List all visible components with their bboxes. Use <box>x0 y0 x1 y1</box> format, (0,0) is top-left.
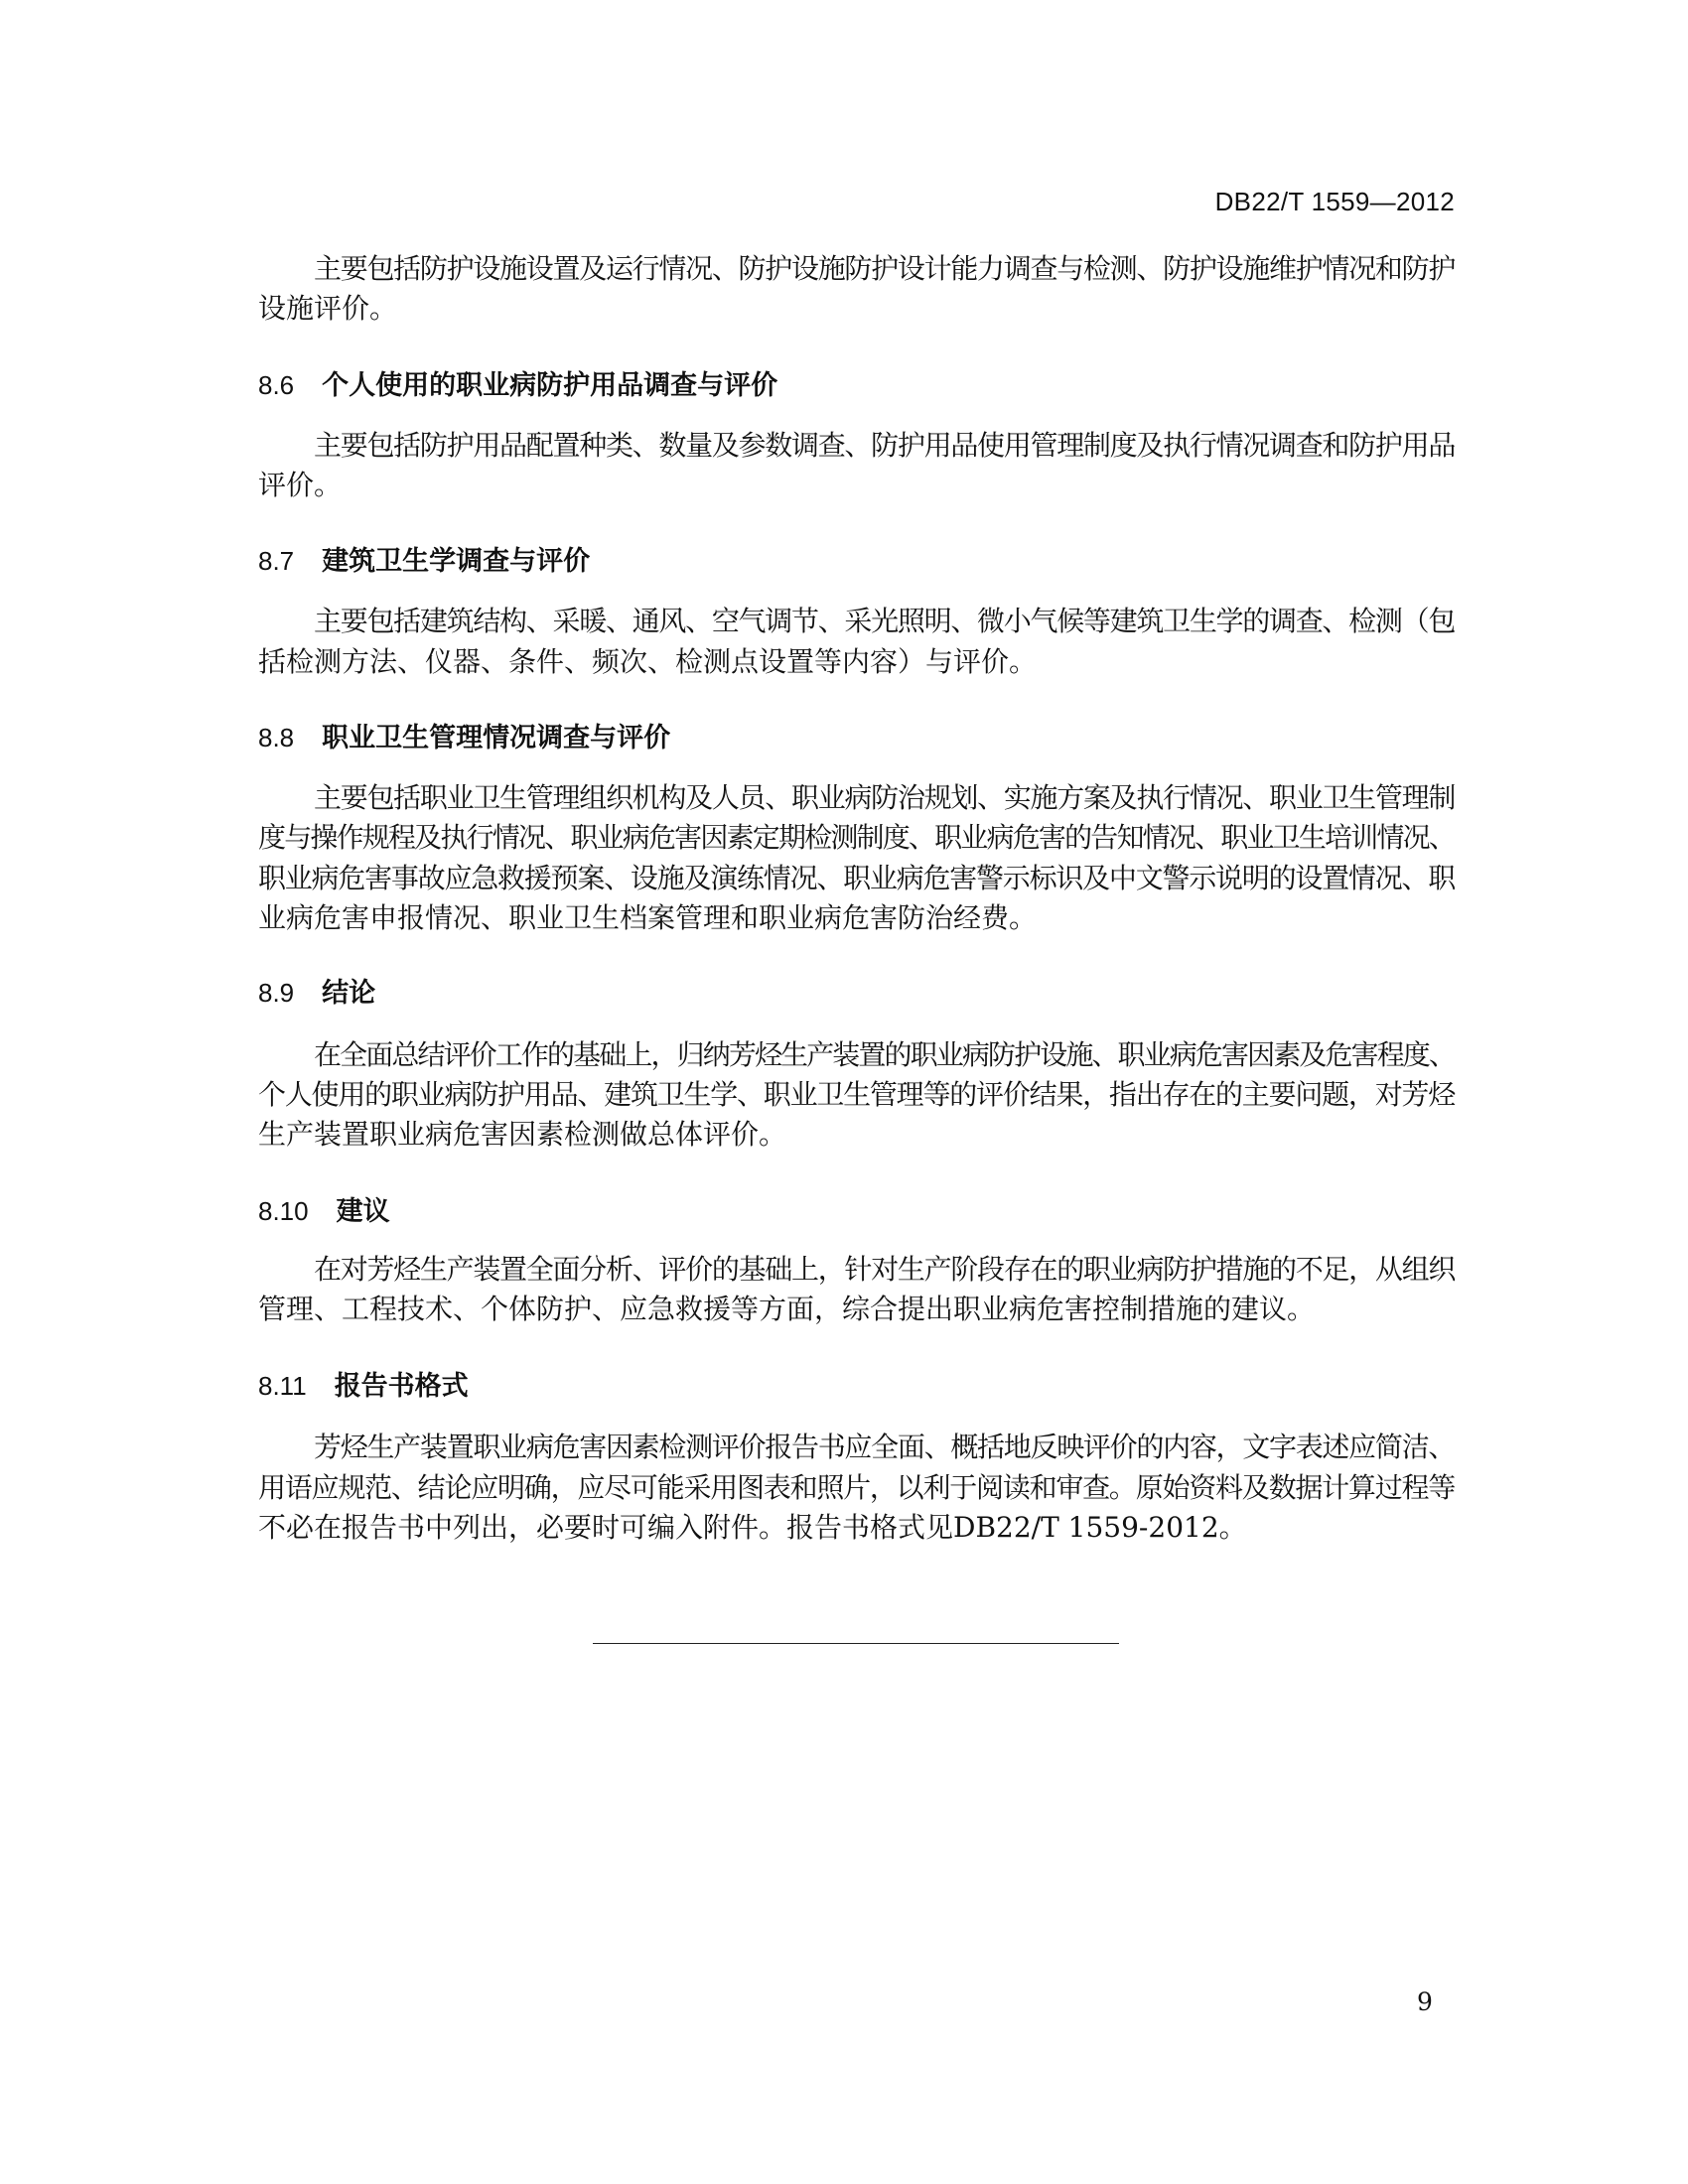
paragraph-line: 评价。 <box>258 468 343 501</box>
section-heading <box>258 541 1455 581</box>
section-title: 结论 <box>322 978 376 1009</box>
end-of-document-rule <box>593 1643 1119 1644</box>
section-title: 个人使用的职业病防护用品调查与评价 <box>322 369 778 401</box>
section-heading <box>258 1191 1455 1231</box>
section-number: 8.11 <box>258 1370 307 1401</box>
paragraph-line: 主要包括防护用品配置种类、数量及参数调查、防护用品使用管理制度及执行情况调查和防护用品 <box>314 428 1455 462</box>
standard-code-header: DB22/T 1559—2012 <box>1214 187 1455 216</box>
section-title: 建议 <box>336 1195 390 1227</box>
paragraph-line: 设施评价。 <box>258 292 398 326</box>
page-number: 9 <box>1417 1987 1433 2016</box>
section-number: 8.8 <box>258 723 295 752</box>
section-heading <box>258 973 1455 1013</box>
paragraph <box>258 426 1455 506</box>
section-number: 8.6 <box>258 369 295 400</box>
paragraph <box>258 1250 1455 1330</box>
section-number: 8.7 <box>258 546 295 577</box>
paragraph <box>258 1035 1455 1156</box>
section-title: 报告书格式 <box>334 1370 469 1402</box>
section-heading <box>258 1366 1455 1406</box>
paragraph-line: 用语应规范、结论应明确，应尽可能采用图表和照片，以利于阅读和审查。原始资料及数据计算过程等 <box>258 1470 1455 1504</box>
section-heading <box>258 365 1455 405</box>
paragraph-line: 管理、工程技术、个体防护、应急救援等方面，综合提出职业病危害控制措施的建议。 <box>258 1293 1316 1326</box>
section-title: 职业卫生管理情况调查与评价 <box>322 723 671 753</box>
paragraph-line: 主要包括职业卫生管理组织机构及人员、职业病防治规划、实施方案及执行情况、职业卫生管理制 <box>314 781 1455 815</box>
paragraph <box>258 778 1455 938</box>
paragraph-line: 职业病危害事故应急救援预案、设施及演练情况、职业病危害警示标识及中文警示说明的设置情况、职 <box>258 861 1455 894</box>
paragraph-line: 在对芳烃生产装置全面分析、评价的基础上，针对生产阶段存在的职业病防护措施的不足，从组织 <box>314 1253 1455 1287</box>
paragraph-line: 主要包括防护设施设置及运行情况、防护设施防护设计能力调查与检测、防护设施维护情况和防护 <box>314 252 1455 285</box>
paragraph-line: 度与操作规程及执行情况、职业病危害因素定期检测制度、职业病危害的告知情况、职业卫生培训情况、 <box>258 821 1455 855</box>
section-title: 建筑卫生学调查与评价 <box>322 546 591 578</box>
paragraph-line: 芳烃生产装置职业病危害因素检测评价报告书应全面、概括地反映评价的内容，文字表述应简洁、 <box>314 1431 1455 1464</box>
paragraph-line: 括检测方法、仪器、条件、频次、检测点设置等内容）与评价。 <box>258 644 1038 678</box>
paragraph <box>258 249 1455 330</box>
paragraph-line: 生产装置职业病危害因素检测做总体评价。 <box>258 1118 787 1152</box>
paragraph <box>258 1428 1455 1548</box>
section-number: 8.9 <box>258 978 295 1008</box>
section-heading <box>258 718 1455 757</box>
paragraph-line: 主要包括建筑结构、采暖、通风、空气调节、采光照明、微小气候等建筑卫生学的调查、检测（包 <box>314 605 1455 638</box>
paragraph-line: 业病危害申报情况、职业卫生档案管理和职业病危害防治经费。 <box>258 901 1038 935</box>
section-number: 8.10 <box>258 1195 309 1226</box>
paragraph <box>258 602 1455 682</box>
paragraph-line: 个人使用的职业病防护用品、建筑卫生学、职业卫生管理等的评价结果，指出存在的主要问题，对芳烃 <box>258 1077 1455 1111</box>
paragraph-line: 不必在报告书中列出，必要时可编入附件。报告书格式见DB22/T 1559-2012。 <box>258 1510 1247 1544</box>
paragraph-line: 在全面总结评价工作的基础上，归纳芳烃生产装置的职业病防护设施、职业病危害因素及危害程度、 <box>314 1037 1455 1071</box>
